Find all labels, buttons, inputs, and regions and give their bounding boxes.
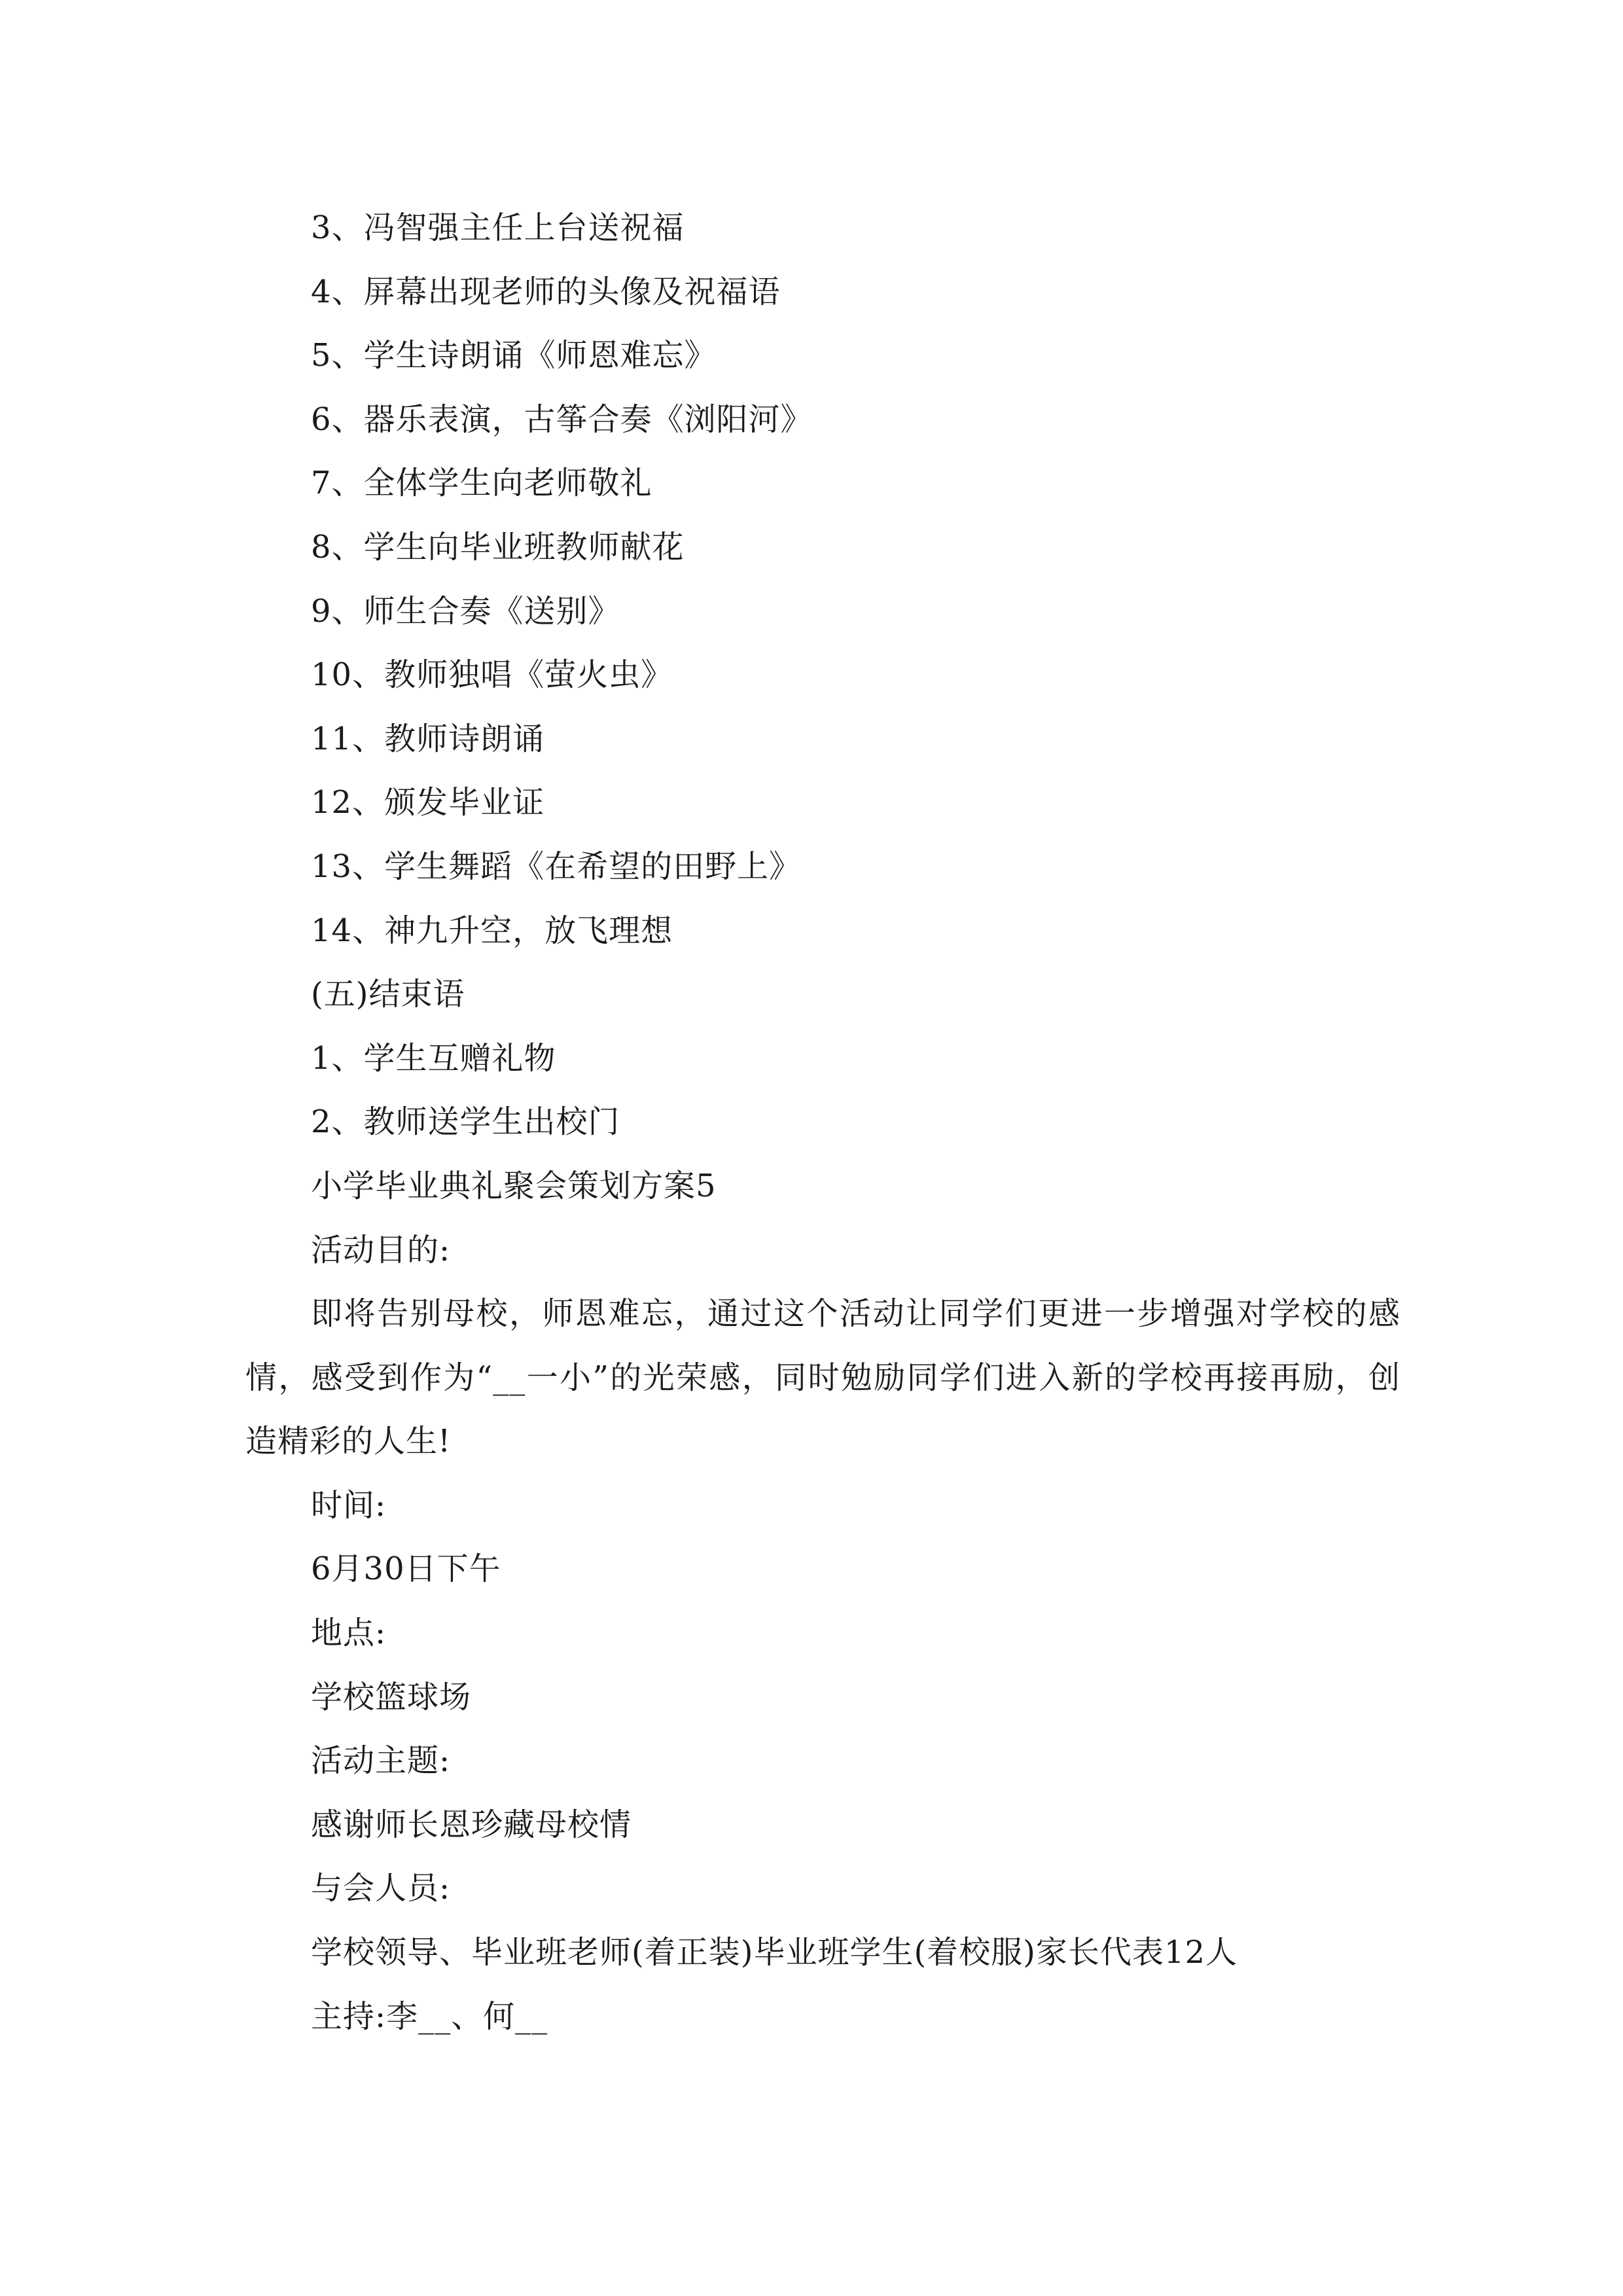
list-item: 5、学生诗朗诵《师恩难忘》 bbox=[311, 337, 717, 374]
field-value: 学校篮球场 bbox=[311, 1678, 472, 1715]
field-label: 活动主题: bbox=[311, 1742, 451, 1780]
section-heading: (五)结束语 bbox=[311, 976, 465, 1013]
field-label: 时间: bbox=[311, 1486, 387, 1524]
list-item: 6、器乐表演，古筝合奏《浏阳河》 bbox=[311, 401, 813, 438]
field-value: 感谢师长恩珍藏母校情 bbox=[311, 1806, 632, 1843]
field-label: 与会人员: bbox=[311, 1870, 451, 1907]
plan-title: 小学毕业典礼聚会策划方案5 bbox=[311, 1167, 717, 1204]
list-item: 7、全体学生向老师敬礼 bbox=[311, 465, 652, 502]
list-item: 4、屏幕出现老师的头像及祝福语 bbox=[311, 273, 781, 310]
list-item: 10、教师独唱《萤火虫》 bbox=[311, 656, 673, 694]
list-item: 2、教师送学生出校门 bbox=[311, 1103, 620, 1141]
list-item: 8、学生向毕业班教师献花 bbox=[311, 528, 685, 565]
field-label: 活动目的: bbox=[311, 1231, 451, 1268]
list-item: 12、颁发毕业证 bbox=[311, 784, 545, 821]
list-item: 13、学生舞蹈《在希望的田野上》 bbox=[311, 848, 802, 885]
purpose-paragraph: 即将告别母校，师恩难忘，通过这个活动让同学们更进一步增强对学校的感情，感受到作为“__一小”的光荣感，同时勉励同学们进入新的学校再接再励，创造精彩的人生! bbox=[245, 1295, 1400, 1460]
field-value: 学校领导、毕业班老师(着正装)毕业班学生(着校服)家长代表12人 bbox=[311, 1934, 1238, 1971]
list-item: 1、学生互赠礼物 bbox=[311, 1039, 556, 1077]
list-item: 9、师生合奏《送别》 bbox=[311, 592, 620, 630]
list-item: 11、教师诗朗诵 bbox=[311, 720, 545, 757]
list-item: 14、神九升空，放飞理想 bbox=[311, 912, 673, 949]
field-value: 6月30日下午 bbox=[311, 1551, 501, 1588]
list-item: 3、冯智强主任上台送祝福 bbox=[311, 209, 685, 246]
host-line: 主持:李__、何__ bbox=[311, 1998, 548, 2035]
document-body bbox=[245, 196, 1400, 2049]
field-label: 地点: bbox=[311, 1615, 387, 1652]
